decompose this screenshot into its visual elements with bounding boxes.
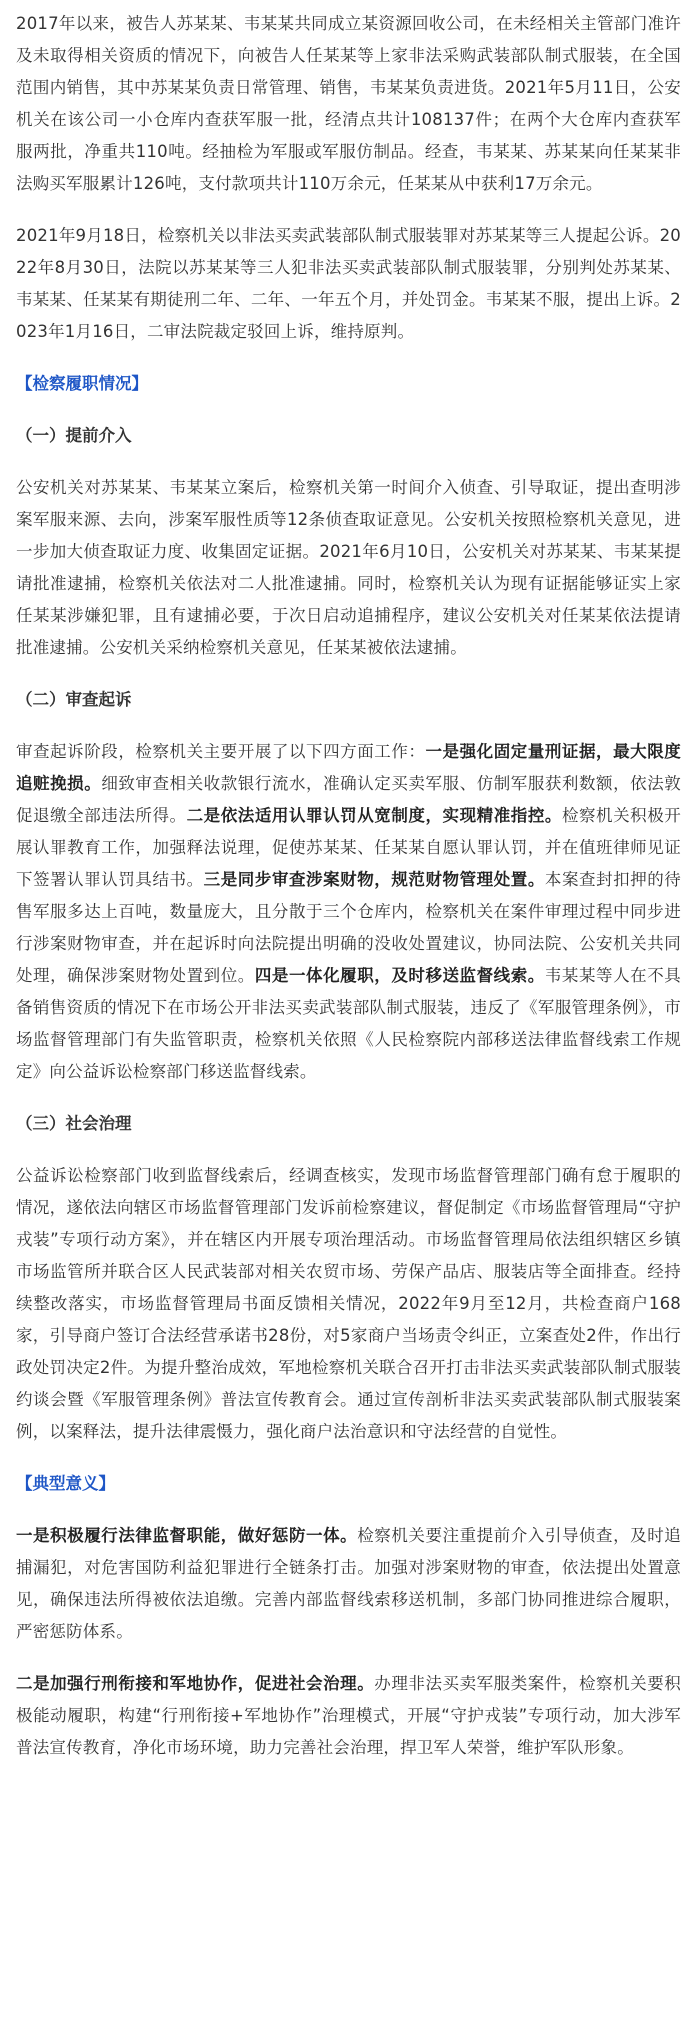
review-text-5: 韦某某等人在不具备销售资质的情况下在市场公开非法买卖武装部队制式服装，违反了《军服管理条例》，市场监督管理部门有失监管职责，检察机关依照《人民检察院内部移送法律监督线索工作规定》向公益诉讼检察部门移送监督线索。 [16,966,681,1081]
subheading-review-prosecution: （二）审查起诉 [16,690,132,709]
review-text-1: 审查起诉阶段，检察机关主要开展了以下四方面工作： [16,742,426,761]
significance-paragraph-1 [16,1520,681,1648]
significance-point-1: 一是积极履行法律监督职能，做好惩防一体。 [16,1526,358,1545]
case-facts-paragraph: 2017年以来，被告人苏某某、韦某某共同成立某资源回收公司，在未经相关主管部门准许及未取得相关资质的情况下，向被告人任某某等上家非法采购武装部队制式服装，在全国范围内销售，其中苏某某负责日常管理、销售，韦某某负责进货。2021年5月11日，公安机关在该公司一小仓库内查获军服一批，经清点共计108137件；在两个大仓库内查获军服两批，净重共110吨。经抽检为军服或军服仿制品。经查，韦某某、苏某某向任某某非法购买军服累计126吨，支付款项共计110万余元，任某某从中获利17万余元。 [16,14,681,193]
review-point-2: 二是依法适用认罪认罚从宽制度，实现精准指控。 [186,806,562,825]
review-text-3: 检察机关积极开展认罪教育工作，加强释法说理，促使苏某某、任某某自愿认罪认罚，并在值班律师见证下签署认罪认罚具结书。 [16,806,681,889]
significance-text-2: 办理非法买卖军服类案件，检察机关要积极能动履职，构建“行刑衔接+军地协作”治理模式，开展“守护戎装”专项行动，加大涉军普法宣传教育，净化市场环境，助力完善社会治理，捍卫军人荣誉，维护军队形象。 [16,1674,681,1757]
early-intervention-paragraph: 公安机关对苏某某、韦某某立案后，检察机关第一时间介入侦查、引导取证，提出查明涉案军服来源、去向，涉案军服性质等12条侦查取证意见。公安机关按照检察机关意见，进一步加大侦查取证力度、收集固定证据。2021年6月10日，公安机关对苏某某、韦某某提请批准逮捕，检察机关依法对二人批准逮捕。同时，检察机关认为现有证据能够证实上家任某某涉嫌犯罪，且有逮捕必要，于次日启动追捕程序，建议公安机关对任某某依法提请批准逮捕。公安机关采纳检察机关意见，任某某被依法逮捕。 [16,478,681,657]
prosecution-paragraph: 2021年9月18日，检察机关以非法买卖武装部队制式服装罪对苏某某等三人提起公诉。2022年8月30日，法院以苏某某等三人犯非法买卖武装部队制式服装罪，分别判处苏某某、韦某某、任某某有期徒刑二年、二年、一年五个月，并处罚金。韦某某不服，提出上诉。2023年1月16日，二审法院裁定驳回上诉，维持原判。 [16,226,681,341]
section-heading-significance: 【典型意义】 [16,1474,115,1493]
significance-paragraph-2 [16,1668,681,1764]
review-text-2: 细致审查相关收款银行流水，准确认定买卖军服、仿制军服获利数额，依法敦促退缴全部违法所得。 [16,774,681,825]
section-heading-procuratorial: 【检察履职情况】 [16,374,148,393]
review-text-4: 本案查封扣押的待售军服多达上百吨，数量庞大，且分散于三个仓库内，检察机关在案件审理过程中同步进行涉案财物审查，并在起诉时向法院提出明确的没收处置建议，协同法院、公安机关共同处理，确保涉案财物处置到位。 [16,870,682,985]
review-point-4: 四是一体化履职，及时移送监督线索。 [254,966,545,985]
review-point-3: 三是同步审查涉案财物，规范财物管理处置。 [203,870,545,889]
significance-text-1: 检察机关要注重提前介入引导侦查，及时追捕漏犯，对危害国防利益犯罪进行全链条打击。加强对涉案财物的审查，依法提出处置意见，确保违法所得被依法追缴。完善内部监督线索移送机制，多部门协同推进综合履职，严密惩防体系。 [16,1526,682,1641]
social-governance-paragraph: 公益诉讼检察部门收到监督线索后，经调查核实，发现市场监督管理部门确有怠于履职的情况，遂依法向辖区市场监督管理部门发诉前检察建议，督促制定《市场监督管理局“守护戎装”专项行动方案》，并在辖区内开展专项治理活动。市场监督管理局依法组织辖区乡镇市场监管所并联合区人民武装部对相关农贸市场、劳保产品店、服装店等全面排查。经持续整改落实，市场监督管理局书面反馈相关情况，2022年9月至12月，共检查商户168家，引导商户签订合法经营承诺书28份，对5家商户当场责令纠正，立案查处2件，作出行政处罚决定2件。为提升整治成效，军地检察机关联合召开打击非法买卖武装部队制式服装约谈会暨《军服管理条例》普法宣传教育会。通过宣传剖析非法买卖武装部队制式服装案例，以案释法，提升法律震慑力，强化商户法治意识和守法经营的自觉性。 [16,1166,681,1441]
significance-point-2: 二是加强行刑衔接和军地协作，促进社会治理。 [16,1674,375,1693]
subheading-early-intervention: （一）提前介入 [16,426,132,445]
subheading-social-governance: （三）社会治理 [16,1114,132,1133]
review-point-1: 一是强化固定量刑证据，最大限度追赃挽损。 [16,742,681,793]
review-prosecution-paragraph [16,736,681,1088]
